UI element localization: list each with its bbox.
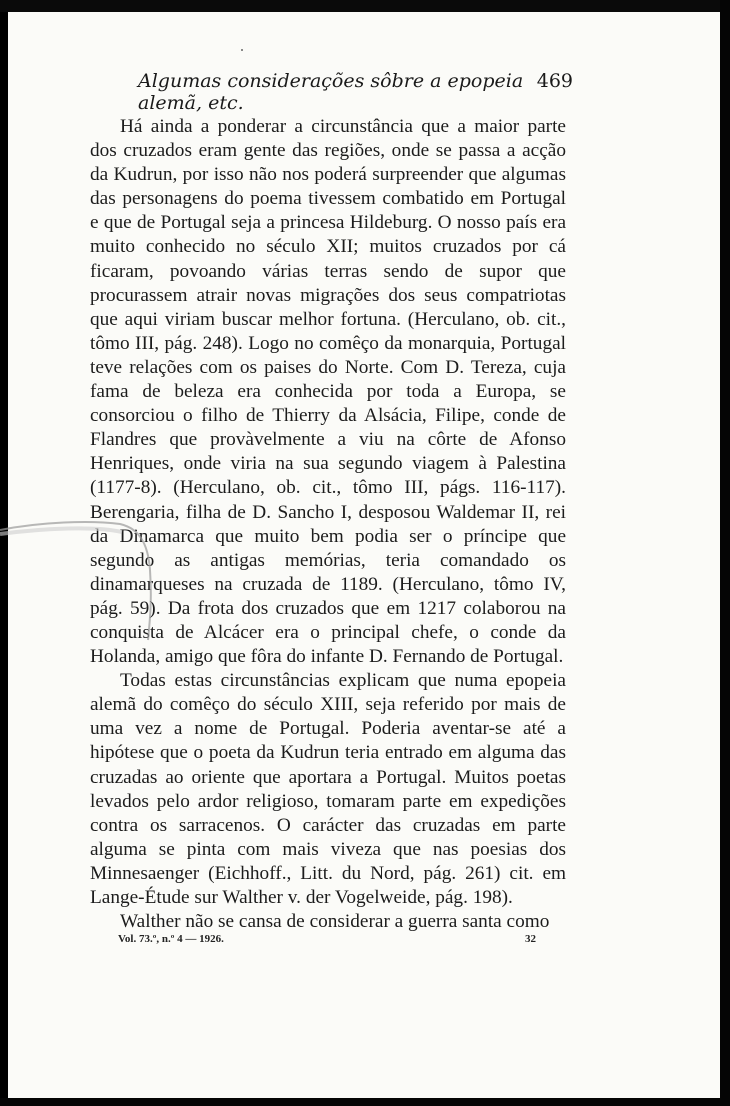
signature-mark: 32 [525, 933, 536, 945]
scan-border-bottom [0, 1098, 730, 1106]
scan-border-top [0, 0, 730, 12]
page-footer [118, 933, 536, 945]
body-text [90, 115, 566, 934]
running-header [138, 70, 573, 114]
volume-line: Vol. 73.º, n.º 4 — 1926. [118, 933, 224, 945]
running-title: Algumas considerações sôbre a epopeia alemã, etc. [138, 70, 524, 114]
scan-border-right [720, 0, 730, 1106]
paragraph-1: Há ainda a ponderar a circunstância que a maior parte dos cruzados eram gente das regiões, onde se passa a acção da Kudrun, por isso não nos poderá surpreender que algumas das personagens do poema tivessem combatido em Portugal e que de Portugal seja a princesa Hildeburg. O nosso país era muito conhecido no século XII; muitos cruzados por cá ficaram, povoando várias terras sendo de supor que procurassem atrair novas migrações dos seus compatriotas que aqui viriam buscar melhor fortuna. (Herculano, ob. cit., tômo III, pág. 248). Logo no comêço da monarquia, Portugal teve relações com os paises do Norte. Com D. Tereza, cuja fama de beleza era conhecida por toda a Europa, se consorciou o filho de Thierry da Alsácia, Filipe, conde de Flandres que provàvelmente a viu na côrte de Afonso Henriques, onde viria na sua segundo viagem à Palestina (1177-8). (Herculano, ob. cit., tômo III, págs. 116-117). Berengaria, filha de D. Sancho I, desposou Waldemar II, rei da Dinamarca que muito bem podia ser o príncipe que segundo as antigas memórias, teria comandado os dinamarqueses na cruzada de 1189. (Herculano, tômo IV, pág. 59). Da frota dos cruzados que em 1217 colaborou na conquista de Alcácer era o principal chefe, o conde da Holanda, amigo que fôra do infante D. Fernando de Portugal. [90, 116, 566, 668]
page-number: 469 [536, 70, 573, 92]
paragraph-2: Todas estas circunstâncias explicam que numa epopeia alemã do comêço do século XIII, seja referido por mais de uma vez a nome de Portugal. Poderia aventar-se até a hipótese que o poeta da Kudrun teria entrado em alguma das cruzadas ao oriente que aportara a Portugal. Muitos poetas levados pelo ardor religioso, tomaram parte em expedições contra os sarracenos. O carácter das cruzadas em parte alguma se pinta com mais viveza que nas poesias dos Minnesaenger (Eichhoff., Litt. du Nord, pág. 261) cit. em Lange-Étude sur Walther v. der Vogelweide, pág. 198). [90, 670, 566, 908]
paragraph-3: Walther não se cansa de considerar a guerra santa como [120, 911, 550, 933]
page-speck [241, 49, 243, 51]
